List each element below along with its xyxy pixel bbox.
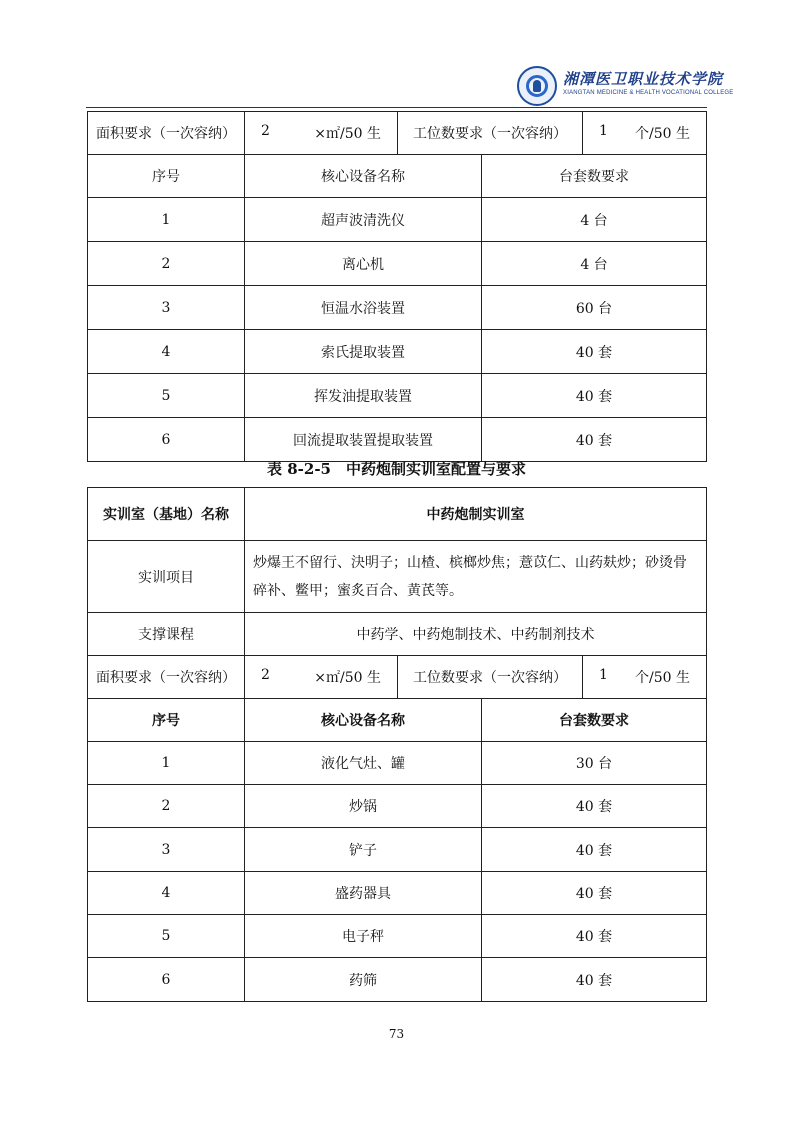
station-num: 1: [599, 667, 608, 683]
station-unit: 个/50 生: [635, 670, 690, 686]
col-header-quantity: 台套数要求: [482, 155, 707, 198]
row-quantity: 30 台: [482, 742, 707, 785]
page-number: 73: [388, 1027, 405, 1041]
col-header-equipment: 核心设备名称: [245, 155, 482, 198]
row-equipment: 挥发油提取装置: [245, 374, 482, 418]
row-equipment: 回流提取装置提取装置: [245, 418, 482, 462]
row-equipment: 超声波清洗仪: [245, 198, 482, 242]
col-header-quantity: 台套数要求: [482, 699, 707, 742]
row-equipment: 液化气灶、罐: [245, 742, 482, 785]
station-label: 工位数要求（一次容纳）: [398, 112, 583, 155]
school-name-en: XIANGTAN MEDICINE & HEALTH VOCATIONAL COLLEGE: [563, 90, 734, 96]
room-row: [88, 488, 707, 541]
table-row: [88, 418, 707, 462]
table-row: [88, 872, 707, 915]
row-quantity: 60 台: [482, 286, 707, 330]
area-row: [88, 112, 707, 155]
row-index: 2: [88, 785, 245, 828]
area-label: 面积要求（一次容纳）: [88, 112, 245, 155]
table-row: [88, 915, 707, 958]
row-index: 5: [88, 915, 245, 958]
row-equipment: 炒锅: [245, 785, 482, 828]
table-caption: 表 8-2-5 中药炮制实训室配置与要求: [267, 460, 526, 478]
row-quantity: 40 套: [482, 915, 707, 958]
row-quantity: 40 套: [482, 785, 707, 828]
project-row: [88, 541, 707, 613]
row-index: 4: [88, 330, 245, 374]
row-index: 6: [88, 418, 245, 462]
area-value: [245, 112, 398, 155]
row-index: 3: [88, 828, 245, 872]
col-header-equipment: 核心设备名称: [245, 699, 482, 742]
station-unit: 个/50 生: [635, 126, 690, 142]
room-label: 实训室（基地）名称: [88, 488, 245, 541]
row-quantity: 4 台: [482, 242, 707, 286]
header-divider: [86, 107, 707, 108]
station-label: 工位数要求（一次容纳）: [398, 656, 583, 699]
school-logo: [517, 66, 734, 106]
row-equipment: 电子秤: [245, 915, 482, 958]
row-equipment: 盛药器具: [245, 872, 482, 915]
area-num: 2: [261, 123, 270, 139]
table-row: [88, 374, 707, 418]
col-header-index: 序号: [88, 155, 245, 198]
row-index: 1: [88, 742, 245, 785]
equipment-table-1: [87, 111, 707, 462]
row-quantity: 40 套: [482, 418, 707, 462]
row-quantity: 40 套: [482, 374, 707, 418]
school-name-cn: 湘潭医卫职业技术学院: [563, 70, 724, 88]
equipment-table-2: [87, 487, 707, 1002]
station-num: 1: [599, 123, 608, 139]
project-value: 炒爆王不留行、決明子；山楂、槟榔炒焦；薏苡仁、山药麸炒；砂烫骨碎补、鳖甲；蜜炙百合、黄芪等。: [245, 541, 707, 613]
table-row: [88, 785, 707, 828]
row-index: 4: [88, 872, 245, 915]
area-label: 面积要求（一次容纳）: [88, 656, 245, 699]
row-quantity: 40 套: [482, 330, 707, 374]
table-row: [88, 742, 707, 785]
row-index: 6: [88, 958, 245, 1002]
station-value: [583, 656, 707, 699]
row-index: 1: [88, 198, 245, 242]
project-label: 实训项目: [88, 541, 245, 613]
course-value: 中药学、中药炮制技术、中药制剂技术: [245, 613, 707, 656]
col-header-index: 序号: [88, 699, 245, 742]
area-unit: ×㎡/50 生: [314, 126, 381, 142]
row-equipment: 铲子: [245, 828, 482, 872]
table-row: [88, 958, 707, 1002]
row-quantity: 40 套: [482, 958, 707, 1002]
room-name: 中药炮制实训室: [245, 488, 707, 541]
area-row: [88, 656, 707, 699]
column-header-row: [88, 155, 707, 198]
page-header: [86, 60, 734, 108]
row-index: 2: [88, 242, 245, 286]
table-row: [88, 242, 707, 286]
row-equipment: 离心机: [245, 242, 482, 286]
row-quantity: 40 套: [482, 828, 707, 872]
course-row: [88, 613, 707, 656]
row-index: 5: [88, 374, 245, 418]
row-quantity: 40 套: [482, 872, 707, 915]
row-quantity: 4 台: [482, 198, 707, 242]
column-header-row: [88, 699, 707, 742]
row-equipment: 索氏提取装置: [245, 330, 482, 374]
row-equipment: 恒温水浴装置: [245, 286, 482, 330]
course-label: 支撑课程: [88, 613, 245, 656]
school-emblem-icon: [517, 66, 557, 106]
table-row: [88, 330, 707, 374]
area-num: 2: [261, 667, 270, 683]
table-row: [88, 198, 707, 242]
area-value: [245, 656, 398, 699]
table-row: [88, 828, 707, 872]
row-index: 3: [88, 286, 245, 330]
station-value: [583, 112, 707, 155]
row-equipment: 药筛: [245, 958, 482, 1002]
area-unit: ×㎡/50 生: [314, 670, 381, 686]
table-row: [88, 286, 707, 330]
